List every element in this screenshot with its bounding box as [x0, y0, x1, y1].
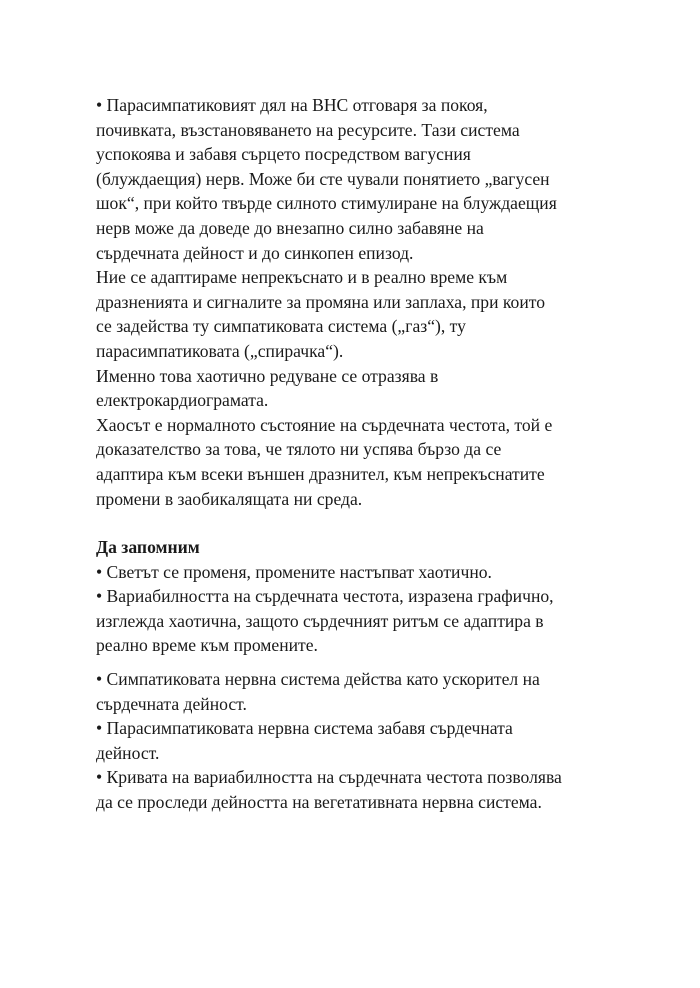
text-line: Именно това хаотично редуване се отразява в [96, 365, 439, 386]
text-line: дразненията и сигналите за промяна или заплаха, при които [96, 291, 546, 312]
section-spacer [96, 511, 636, 535]
text-line: сърдечната дейност. [96, 693, 247, 714]
text-line: доказателство за това, че тялото ни успява бързо да се [96, 439, 502, 460]
text-line: (блуждаещия) нерв. Може би сте чували понятието „вагусен [96, 168, 550, 189]
text-line: • Кривата на вариабилността на сърдечната честота позволява [96, 767, 562, 788]
section-spacer [96, 658, 636, 667]
text-line: адаптира към всеки външен дразнител, към непрекъснатите [96, 463, 545, 484]
text-line: се задейства ту симпатиковата система („газ“), ту [96, 316, 466, 337]
text-line: • Парасимпатиковата нервна система забавя сърдечната [96, 718, 513, 739]
text-block-summary [96, 667, 636, 815]
text-line: Ние се адаптираме непрекъснато и в реално време към [96, 267, 508, 288]
text-block-parasympathetic [96, 93, 636, 511]
text-line: Хаосът е нормалното състояние на сърдечната честота, той е [96, 414, 553, 435]
text-line: изглежда хаотична, защото сърдечният ритъм се адаптира в [96, 610, 544, 631]
text-line: • Симпатиковата нервна система действа като ускорител на [96, 669, 540, 690]
text-line: шок“, при който твърде силното стимулиране на блуждаещия [96, 193, 557, 214]
text-line: дейност. [96, 742, 160, 763]
text-line: • Парасимпатиковият дял на ВНС отговаря за покоя, [96, 95, 488, 115]
text-line: почивката, възстановяването на ресурсите. Тази система [96, 119, 520, 140]
text-line: • Светът се променя, промените настъпват хаотично. [96, 561, 492, 582]
text-line: нерв може да доведе до внезапно силно забавяне на [96, 217, 484, 238]
text-line: парасимпатиковата („спирачка“). [96, 340, 344, 361]
text-block-remember [96, 535, 636, 658]
section-heading: Да запомним [96, 537, 200, 558]
text-line: сърдечната дейност и до синкопен епизод. [96, 242, 414, 263]
text-line: • Вариабилността на сърдечната честота, изразена графично, [96, 586, 554, 607]
text-line: промени в заобикалящата ни среда. [96, 488, 363, 509]
text-line: да се проследи дейността на вегетативната нервна система. [96, 792, 542, 813]
text-line: реално време към промените. [96, 635, 318, 656]
text-line: успокоява и забавя сърцето посредством вагусния [96, 144, 471, 165]
document-page [96, 93, 636, 815]
text-line: електрокардиограмата. [96, 390, 269, 411]
